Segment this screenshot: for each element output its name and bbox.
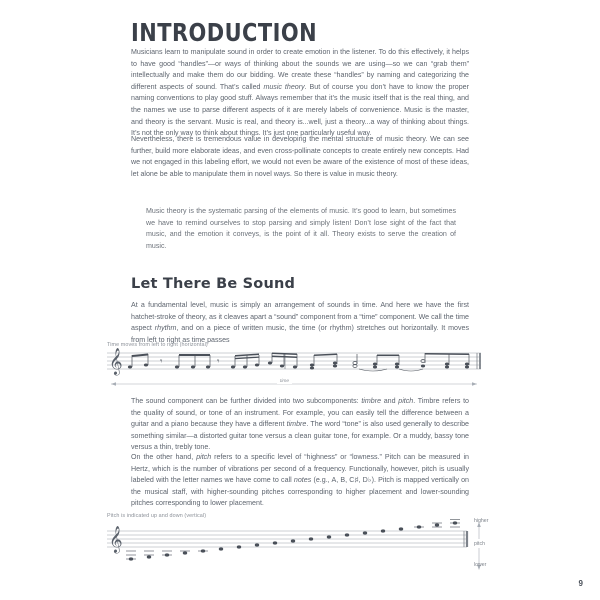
intro-paragraph-1: Musicians learn to manipulate sound in order to create emotion in the listener. To do this effectively, it helps to have good “handles”—or ways of thinking about the sounds we are using—so we can “grab them” intellectually and make them do our bidding. We create these “handles” by naming and categorizing the different aspects of sound. That’s called music theory. But of course you don’t have to know the proper naming conventions to play good stuff. Always remember that it’s the music itself that is the real thing, and the names we use to parse different aspects of it are merely labels of convenience. Music is the master, and theory is the servant. Music is real, and theory is...well, just a theory...a way of thinking about things. It’s not the only way to think about things. It’s just one particularly useful way.: [131, 48, 469, 138]
treble-clef-icon-pitch: 𝄞: [109, 527, 123, 553]
time-axis-arrow: [111, 382, 477, 386]
music-staff-time-svg: [107, 348, 490, 392]
figure-caption-time: Time moves from left to right (horizontal): [107, 342, 208, 348]
tie-slur-2: [399, 369, 423, 371]
section-paragraph-3: On the other hand, pitch refers to a specific level of “highness” or “lowness.” Pitch can be measured in Hertz, which is the number of vibrations per second of a frequency. Functionally, however, pitch is usually labeled with the letter names we have come to call notes (e.g., A, B, C♯, D♭). Pitch is mapped vertically on the musical staff, with higher-sounding pitches corresponding to higher placement and lower-sounding pitches corresponding to lower placement.: [131, 453, 469, 508]
section-paragraph-1: At a fundamental level, music is simply an arrangement of sounds in time. And here we have the first hatchet-stroke of theory, as it cleaves apart a “sound” component from a “time” component. We call the time aspect rhythm, and on a piece of written music, the time (or rhythm) stretches out horizontally. It moves from left to right as time passes: [131, 301, 470, 344]
eighth-rest-icon-2: 𝄾: [217, 357, 220, 367]
pitch-label-higher: higher: [474, 518, 489, 524]
section-heading-let-there-be-sound: Let There Be Sound: [131, 276, 296, 292]
pitch-label-pitch: pitch: [474, 541, 485, 547]
figure-pitch-staff: [107, 519, 490, 575]
intro-paragraph-2: Nevertheless, there is tremendous value in developing the mental structure of music theory. We can see further, build more elaborate ideas, and even cross-pollinate concepts to create entirely new concepts. Had we not engaged in this labeling effort, we would not even be aware of the existence of most of these ideas, let alone be able to manipulate them in novel ways. So there is value in music theory.: [131, 135, 469, 178]
callout-block: Music theory is the systematic parsing of the elements of music. It’s good to learn, but sometimes we have to remind ourselves to stop parsing and simply listen! Don’t lose sight of the fact that music, and the emotion it conveys, is the point of it all. Theory exists to serve the creation of music.: [146, 207, 456, 250]
figure-caption-pitch: Pitch is indicated up and down (vertical): [107, 513, 207, 519]
page-number: 9: [578, 579, 583, 588]
music-staff-pitch-svg: [107, 519, 490, 575]
page-title: INTRODUCTION: [131, 18, 318, 47]
section-paragraph-2: The sound component can be further divided into two subcomponents: timbre and pitch. Timbre refers to the quality of sound, or tone of an instrument. For example, you can easily tell the difference between a guitar and a piano because they have a different timbre. The word “tone” is also used generally to describe something similar—a distorted guitar tone versus a clean guitar tone, for example. Or a muddy, bassy tone versus a thin, trebly tone.: [131, 397, 469, 452]
eighth-rest-icon: 𝄾: [160, 357, 163, 367]
tie-slur: [359, 369, 387, 371]
time-axis-label: time: [277, 379, 292, 384]
treble-clef-icon: 𝄞: [109, 349, 123, 375]
figure-time-staff: [107, 348, 490, 392]
pitch-label-lower: lower: [474, 562, 487, 568]
